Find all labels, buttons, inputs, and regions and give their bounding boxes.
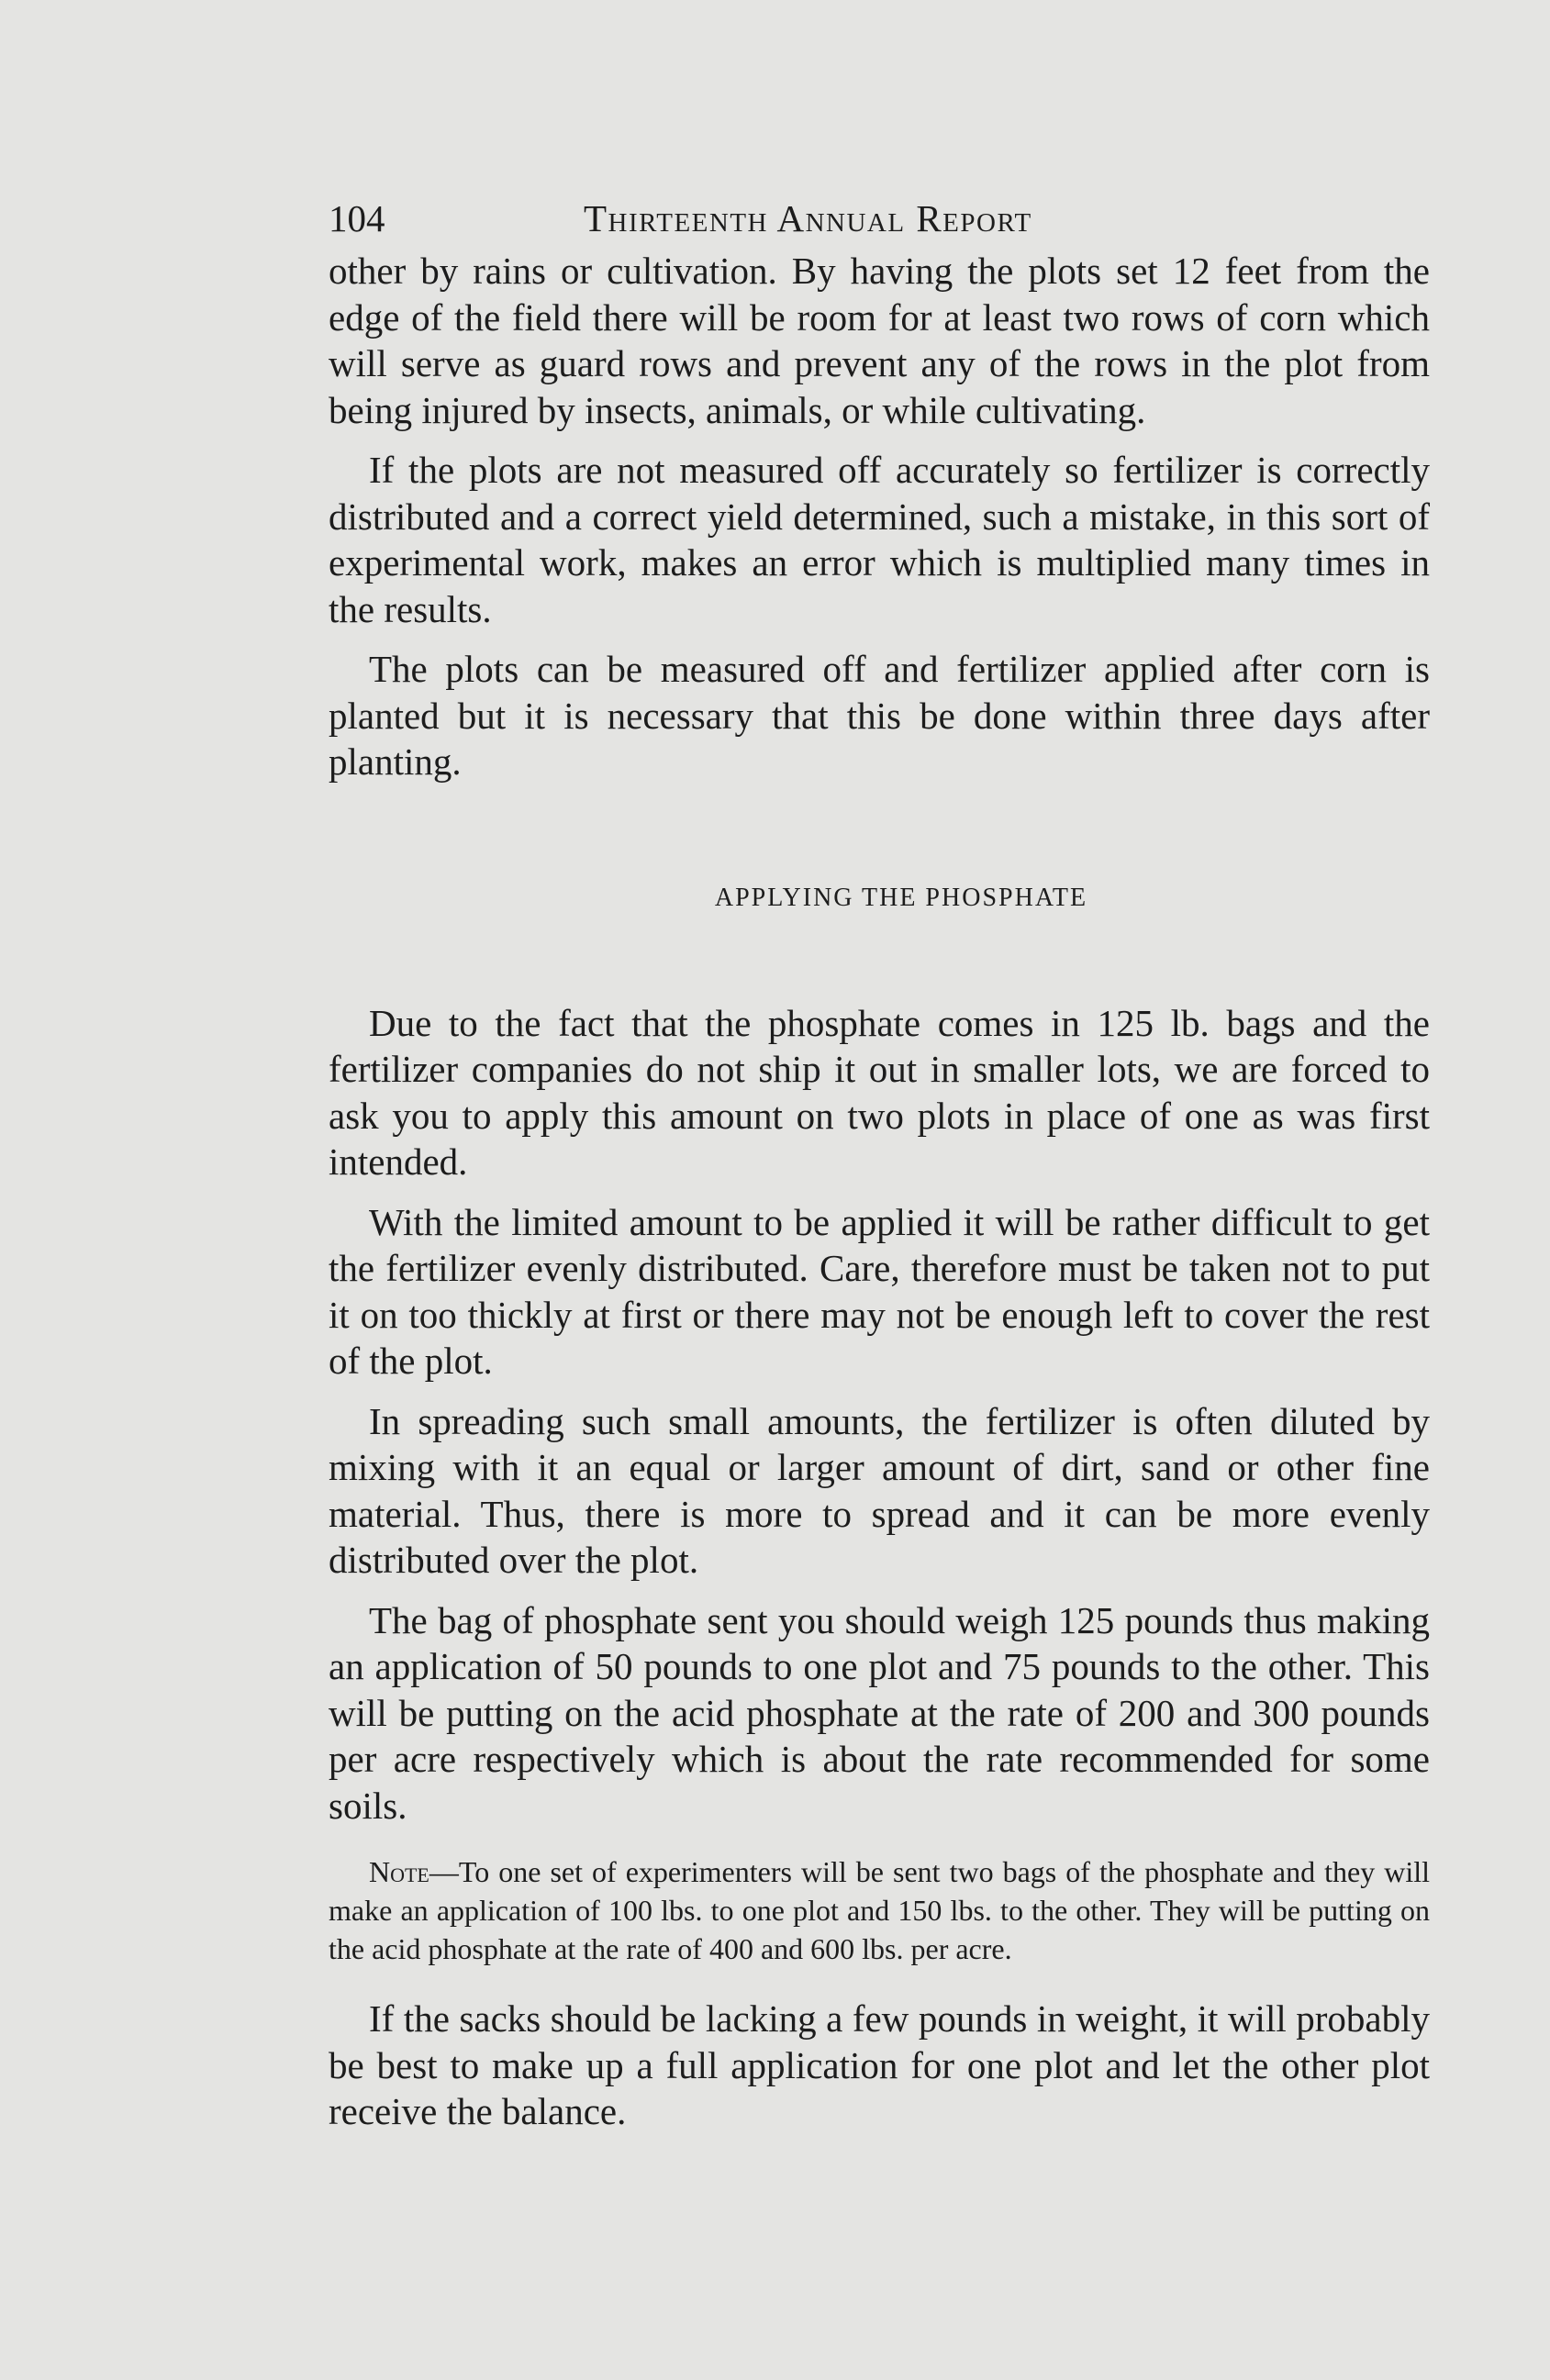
paragraph-closing: If the sacks should be lacking a few pounds in weight, it will probably be best to make up a full application for one plot and let the other plot receive the balance.	[329, 1997, 1430, 2132]
page-content	[329, 184, 1430, 2135]
note-label: Note	[369, 1855, 429, 1888]
paragraph-limited-amount: With the limited amount to be applied it will be rather difficult to get the fertilizer evenly distributed. Care, therefore must be taken not to put it on too thickly at first or there may not be enough left to cover the rest of the plot.	[329, 1200, 1430, 1382]
page-number: 104	[329, 197, 385, 239]
footnote	[329, 1852, 1430, 1968]
paragraph-measuring-accuracy: If the plots are not measured off accurately so fertilizer is correctly distributed and a correct yield determined, such a mistake, in this sort of experimental work, makes an error which is multiplied many times in the results.	[329, 449, 1430, 630]
running-title: Thirteenth Annual Report	[584, 197, 1032, 239]
section-heading: APPLYING THE PHOSPHATE	[714, 883, 1088, 912]
note-text: —To one set of experimenters will be sent two bags of the phosphate and they will make an application of 100 lbs. to one plot and 150 lbs. to the other. They will be putting on the acid phosphate at the rate of 400 and 600 lbs. per acre.	[329, 1855, 1430, 1965]
paragraph-timing: The plots can be measured off and fertilizer applied after corn is planted but it is necessary that this be done within three days after planting.	[329, 648, 1430, 783]
paragraph-application-rate: The bag of phosphate sent you should weigh 125 pounds thus making an application of 50 pounds to one plot and 75 pounds to the other. This will be putting on the acid phosphate at the rate of 200 and 300 pounds per acre respectively which is about the rate recommended for some soils.	[329, 1598, 1430, 1827]
paragraph-dilution: In spreading such small amounts, the fertilizer is often diluted by mixing with it an equal or larger amount of dirt, sand or other fine material. Thus, there is more to spread and it can be more evenly distributed over the plot.	[329, 1399, 1430, 1581]
running-head	[329, 184, 1430, 248]
section-2-body	[329, 1000, 1430, 2135]
section-1-body	[329, 248, 1430, 785]
paragraph-continued: other by rains or cultivation. By having the plots set 12 feet from the edge of the field there will be room for at least two rows of corn which will serve as guard rows and prevent any of the rows in the plot from being injured by insects, animals, or while cultivating.	[329, 250, 1430, 431]
paragraph-bag-size: Due to the fact that the phosphate comes in 125 lb. bags and the fertilizer companies do not ship it out in smaller lots, we are forced to ask you to apply this amount on two plots in place of one as was first intended.	[329, 1001, 1430, 1183]
